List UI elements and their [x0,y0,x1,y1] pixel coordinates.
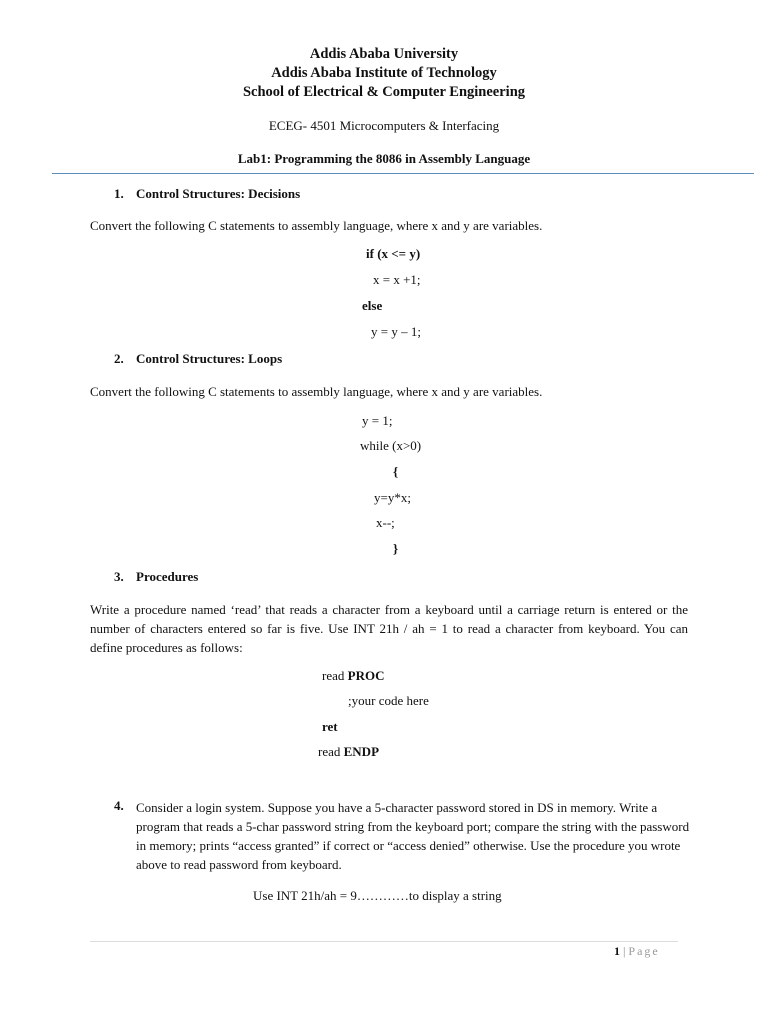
page-footer [614,944,660,959]
code-line: else [362,298,383,313]
code-line: while (x>0) [360,438,422,453]
code-line: if (x <= y) [366,246,421,261]
code-line: x = x +1; [373,272,421,287]
university-name: Addis Ababa University [309,46,459,62]
section-4-note: Use INT 21h/ah = 9…………to display a string [253,888,502,903]
code-line: x--; [376,515,395,530]
proc-name: read [322,668,348,683]
lab-title: Lab1: Programming the 8086 in Assembly Language [237,151,531,166]
page-label: Page [628,944,660,958]
section-2-title: Control Structures: Loops [136,351,283,366]
proc-line [322,668,384,684]
section-1-number: 1. [114,186,124,201]
footer-divider [90,941,678,942]
endp-name: read [318,744,344,759]
section-3-number: 3. [114,569,124,584]
code-line: y=y*x; [374,490,411,505]
section-1-title: Control Structures: Decisions [136,186,301,201]
proc-keyword: PROC [347,668,385,683]
course-title: ECEG- 4501 Microcomputers & Interfacing [268,118,500,133]
section-4-number: 4. [114,798,124,813]
code-line: } [393,541,399,556]
endp-line [318,744,379,760]
ret-line: ret [322,719,338,734]
section-2-instruction: Convert the following C statements to assembly language, where x and y are variables. [90,384,543,399]
section-3-paragraph: Write a procedure named ‘read’ that reads a character from a keyboard until a carriage return is entered or the number of characters entered so far is five. Use INT 21h / ah = 1 to read a character from keyboard. You can define procedures as follows: [90,602,688,655]
endp-keyword: ENDP [343,744,380,759]
code-line: { [393,464,399,479]
code-line: y = y – 1; [371,324,421,339]
page-separator: | [623,944,626,958]
section-1-instruction: Convert the following C statements to assembly language, where x and y are variables. [90,218,543,233]
title-divider [52,173,754,174]
section-4-paragraph: Consider a login system. Suppose you have a 5-character password stored in DS in memory. Write a program that reads a 5-char password string from the keyboard port; compare the string with the password in memory; prints “access granted” if correct or “access denied” otherwise. Use the procedure you wrote above to read password from keyboard. [136,800,690,872]
code-line: y = 1; [362,413,393,428]
section-2-number: 2. [114,351,124,366]
section-3-title: Procedures [136,569,199,584]
school-name: School of Electrical & Computer Engineering [242,84,526,100]
page-number: 1 [614,944,620,958]
institute-name: Addis Ababa Institute of Technology [271,65,497,81]
code-comment: ;your code here [348,693,429,708]
